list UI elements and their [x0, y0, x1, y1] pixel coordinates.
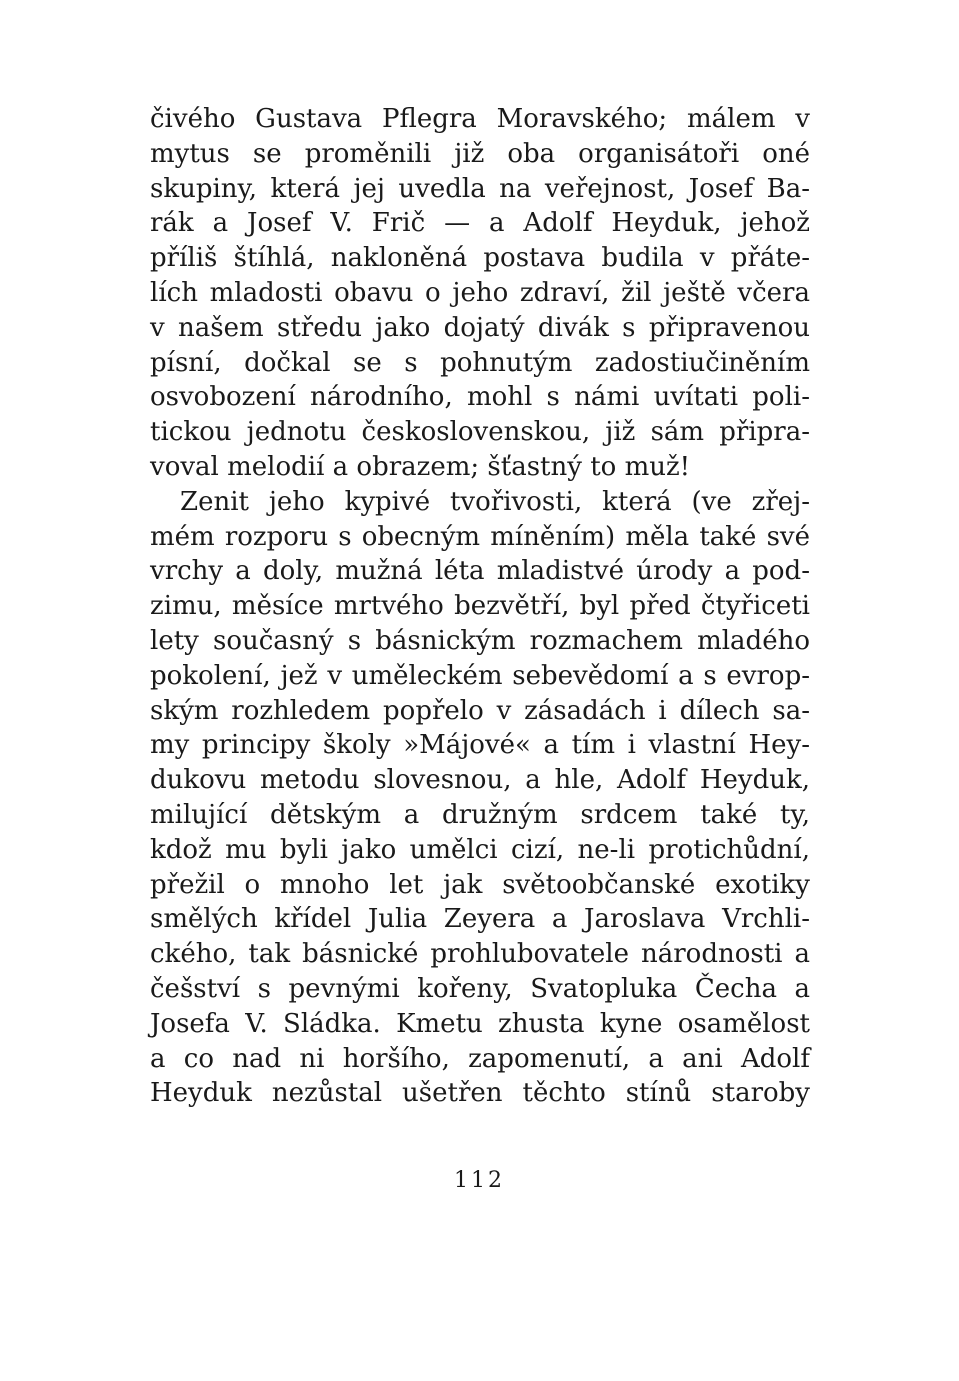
text-line: čivého Gustava Pflegra Moravského; málem v	[150, 104, 810, 134]
page-number: 112	[454, 1168, 505, 1193]
text-line: Josefa V. Sládka. Kmetu zhusta kyne osamělost	[150, 1008, 810, 1039]
text-line: skupiny, která jej uvedla na veřejnost, Josef Ba-	[150, 173, 810, 204]
text-line: přežil o mnoho let jak světoobčanské exotiky	[150, 869, 810, 900]
text-line: lety současný s básnickým rozmachem mladého	[150, 625, 810, 656]
paragraph-first-line: Zenit jeho kypivé tvořivosti, která (ve zřej-	[180, 486, 810, 517]
text-line: smělých křídel Julia Zeyera a Jaroslava Vrchli-	[150, 904, 810, 935]
text-line: ckého, tak básnické prohlubovatele národnosti a	[150, 939, 810, 970]
text-line: rák a Josef V. Frič — a Adolf Heyduk, jehož	[150, 208, 810, 239]
text-line: písní, dočkal se s pohnutým zadostiučiněním	[150, 347, 810, 378]
text-line: osvobození národního, mohl s námi uvítati poli-	[150, 382, 810, 413]
text-line: Heyduk nezůstal ušetřen těchto stínů staroby	[150, 1078, 810, 1109]
text-line: mytus se proměnili již oba organisátoři oné	[150, 138, 810, 169]
text-line: ským rozhledem popřelo v zásadách i dílech sa-	[150, 695, 810, 726]
text-line: zimu, měsíce mrtvého bezvětří, byl před čtyřiceti	[150, 591, 810, 622]
text-line: my principy školy »Májové« a tím i vlastní Hey-	[150, 730, 810, 761]
text-line: a co nad ni horšího, zapomenutí, a ani Adolf	[150, 1043, 810, 1074]
text-line: dukovu metodu slovesnou, a hle, Adolf Heyduk,	[150, 765, 810, 796]
text-line: pokolení, jež v uměleckém sebevědomí a s evrop-	[150, 660, 810, 691]
text-line: češství s pevnými kořeny, Svatopluka Čecha a	[150, 973, 810, 1004]
text-line: příliš štíhlá, nakloněná postava budila v přáte-	[150, 243, 810, 274]
text-line: lích mladosti obavu o jeho zdraví, žil ještě včera	[150, 277, 810, 308]
paragraph-end-line: voval melodií a obrazem; šťastný to muž!	[150, 451, 691, 482]
text-line: kdož mu byli jako umělci cizí, ne-li protichůdní,	[150, 834, 810, 865]
body-text	[150, 102, 810, 1111]
text-line: milující dětským a družným srdcem také ty,	[150, 799, 810, 830]
text-line: v našem středu jako dojatý divák s připravenou	[150, 312, 810, 343]
text-line: vrchy a doly, mužná léta mladistvé úrody a pod-	[150, 556, 810, 587]
text-line: mém rozporu s obecným míněním) měla také své	[150, 521, 810, 552]
text-line: tickou jednotu československou, již sám připra-	[150, 417, 810, 448]
